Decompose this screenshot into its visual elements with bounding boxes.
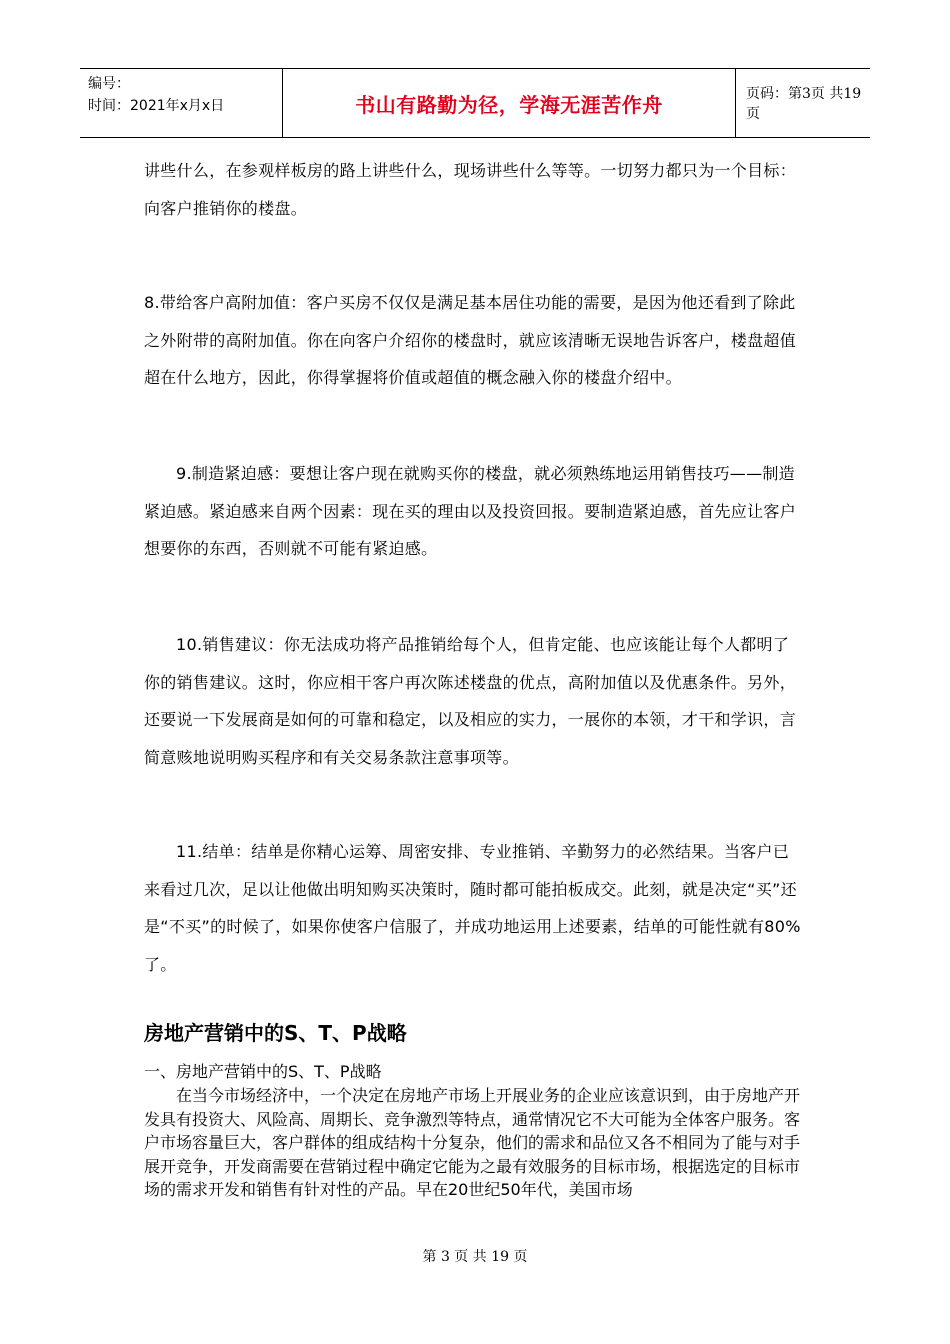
header-meta: [80, 69, 282, 137]
paragraph: 讲些什么，在参观样板房的路上讲些什么，现场讲些什么等等。一切努力都只为一个目标：向客户推销你的楼盘。: [144, 161, 797, 218]
number-label: 编号：: [88, 76, 130, 92]
paragraph-10: [144, 626, 804, 776]
paragraph-continuation: [144, 152, 804, 227]
paragraph-8: [144, 284, 804, 397]
paragraph-9: [144, 455, 804, 568]
paragraph: 10.销售建议：你无法成功将产品推销给每个人，但肯定能、也应该能让每个人都明了你的销售建议。这时，你应相干客户再次陈述楼盘的优点，高附加值以及优惠条件。另外，还要说一下发展商是如何的可靠和稳定，以及相应的实力，一展你的本领，才干和学识，言简意赅地说明购买程序和有关交易条款注意事项等。: [144, 635, 797, 767]
section-heading: 房地产营销中的S、T、P战略: [144, 1021, 407, 1045]
header-page-info: 页码：第3页 共19页: [746, 86, 862, 122]
paragraph: 11.结单：结单是你精心运筹、周密安排、专业推销、辛勤努力的必然结果。当客户已来看过几次，足以让他做出明知购买决策时，随时都可能拍板成交。此刻，就是决定“买”还是“不买”的时候了，如果你使客户信服了，并成功地运用上述要素，结单的可能性就有80%了。: [144, 842, 801, 974]
header-motto-cell: [282, 69, 736, 137]
section-subheading: 一、房地产营销中的S、T、P战略: [144, 1062, 382, 1081]
page-footer: 第 3 页 共 19 页: [422, 1249, 528, 1265]
section-paragraph: 在当今市场经济中，一个决定在房地产市场上开展业务的企业应该意识到，由于房地产开发具有投资大、风险高、周期长、竞争激烈等特点，通常情况它不大可能为全体客户服务。客户市场容量巨大，客户群体的组成结构十分复杂，他们的需求和品位又各不相同为了能与对手展开竞争，开发商需要在营销过程中确定它能为之最有效服务的目标市场，根据选定的目标市场的需求开发和销售有针对性的产品。早在20世纪50年代，美国市场: [144, 1086, 801, 1199]
paragraph: 8.带给客户高附加值：客户买房不仅仅是满足基本居住功能的需要，是因为他还看到了除此之外附带的高附加值。你在向客户介绍你的楼盘时，就应该清晰无误地告诉客户，楼盘超值超在什么地方，因此，你得掌握将价值或超值的概念融入你的楼盘介绍中。: [144, 293, 797, 387]
page-header: [80, 68, 870, 138]
motto: 书山有路勤为径，学海无涯苦作舟: [355, 92, 663, 117]
paragraph: 9.制造紧迫感：要想让客户现在就购买你的楼盘，就必须熟练地运用销售技巧——制造紧迫感。紧迫感来自两个因素：现在买的理由以及投资回报。要制造紧迫感，首先应让客户想要你的东西，否则就不可能有紧迫感。: [144, 464, 797, 558]
paragraph-11: [144, 833, 804, 983]
time-label: 时间：2021年x月x日: [88, 98, 225, 114]
